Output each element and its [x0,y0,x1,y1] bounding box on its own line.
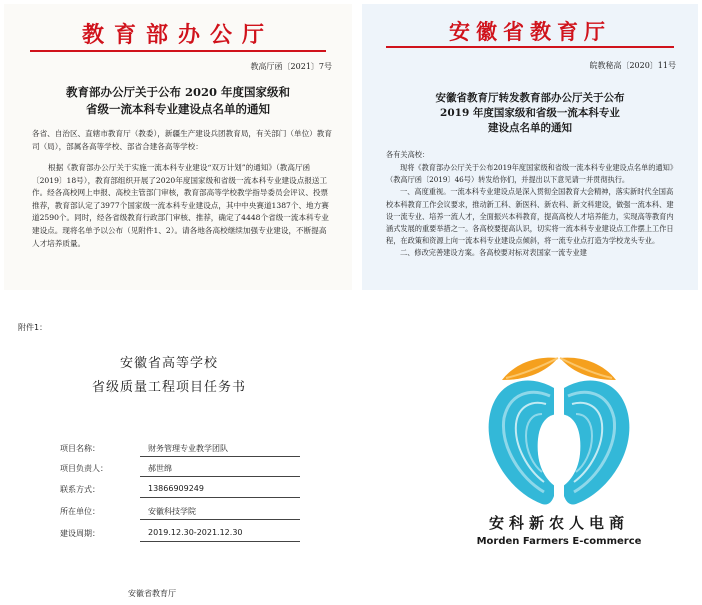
title-line: 教育部办公厅关于公布 2020 年度国家级和 [65,85,290,99]
field-label: 所在单位： [60,507,100,516]
brand-logo-panel [420,296,698,601]
red-header-rule [386,46,674,48]
body-paragraph: 现将《教育部办公厅关于公布2019年度国家级和省级一流本科专业建设点名单的通知》（教高厅函〔2019〕46号）转发给你们，并提出以下意见请一并贯彻执行。 [386,163,678,185]
title-line: 建设点名单的通知 [488,122,572,134]
field-label: 项目负责人： [60,464,108,473]
field-underline [140,497,300,498]
issuing-org-header: 安徽省教育厅 [449,19,611,44]
title-line: 省级一流本科专业建设点名单的通知 [86,102,270,116]
document-title [26,84,330,118]
body-paragraph: 二、修改完善建设方案。各高校要对标对表国家一流专业建 [400,248,587,258]
anhui-notice-document [362,4,698,290]
field-value: 2019.12.30-2021.12.30 [148,528,243,537]
field-value: 13866909249 [148,484,204,493]
field-label: 联系方式： [60,485,100,494]
addressee: 各有关高校： [386,150,430,159]
issuing-org-footer: 安徽省教育厅 [128,589,176,598]
apple-logo-icon [420,296,698,516]
document-number: 皖教秘高〔2020〕11号 [589,61,676,70]
moe-notice-document [4,4,352,290]
addressee: 各省、自治区、直辖市教育厅（教委），新疆生产建设兵团教育局，有关部门（单位）教育司（局），部属各高等学校、部省合建各高等学校： [32,129,332,151]
field-label: 建设周期： [60,529,100,538]
document-title [382,91,678,136]
leaf-orange-left [502,358,558,380]
field-value: 财务管理专业教学团队 [148,444,228,453]
field-label: 项目名称： [60,444,100,453]
brand-name-english: Morden Farmers E-commerce [476,536,642,547]
field-underline [140,476,300,477]
issuing-org-header: 教育部办公厅 [81,22,274,48]
red-header-rule [30,50,326,52]
field-underline [140,541,300,542]
field-value: 安徽科技学院 [148,507,196,516]
field-underline [140,519,300,520]
title-line: 2019 年度国家级和省级一流本科专业 [440,107,620,119]
body-paragraph: 一、高度重视。一流本科专业建设点是深入贯彻全国教育大会精神，落实新时代全国高校本科教育工作会议要求，推动新工科、新医科、新农科、新文科建设，做强一流本科、建设一流专业、培养一流人才，全面振兴本科教育，提高高校人才培养能力，实现高等教育内涵式发展的重要举措之一。各高校要提高认识，切实将一流本科专业建设点工作摆上工作日程，在政策和资源上向一流本科专业建设点倾斜，将一流专业点打造为学校龙头专业。 [386,187,674,246]
cover-title-line: 安徽省高等学校 [119,356,218,371]
body-paragraph: 根据《教育部办公厅关于实施一流本科专业建设“双万计划”的通知》（教高厅函〔2019〕18号），教育部组织开展了2020年度国家级和省级一流本科专业建设点报送工作。经各高校网上申报、高校主管部门审核，教育部高等学校教学指导委员会评议、投票推荐，教育部认定了3977个国家级一流本科专业建设点，其中中央赛道1387个、地方赛道2590个。同时，经各省级教育行政部门审核、推荐，确定了4448个省级一流本科专业建设点。现将名单予以公布（见附件1、2）。请各地各高校继续加强专业建设，不断提高人才培养质量。 [32,163,329,248]
field-value: 郝世绵 [148,464,172,473]
title-line: 安徽省教育厅转发教育部办公厅关于公布 [435,92,625,104]
cover-title-line: 省级质量工程项目任务书 [91,380,246,395]
attachment-label: 附件1： [18,323,48,332]
project-task-book-cover [4,296,408,601]
body-text [386,162,680,260]
field-underline [140,456,300,457]
brand-name-chinese: 安科新农人电商 [488,514,629,532]
leaf-orange-right [560,358,616,380]
document-number: 教高厅函〔2021〕7号 [250,62,332,71]
